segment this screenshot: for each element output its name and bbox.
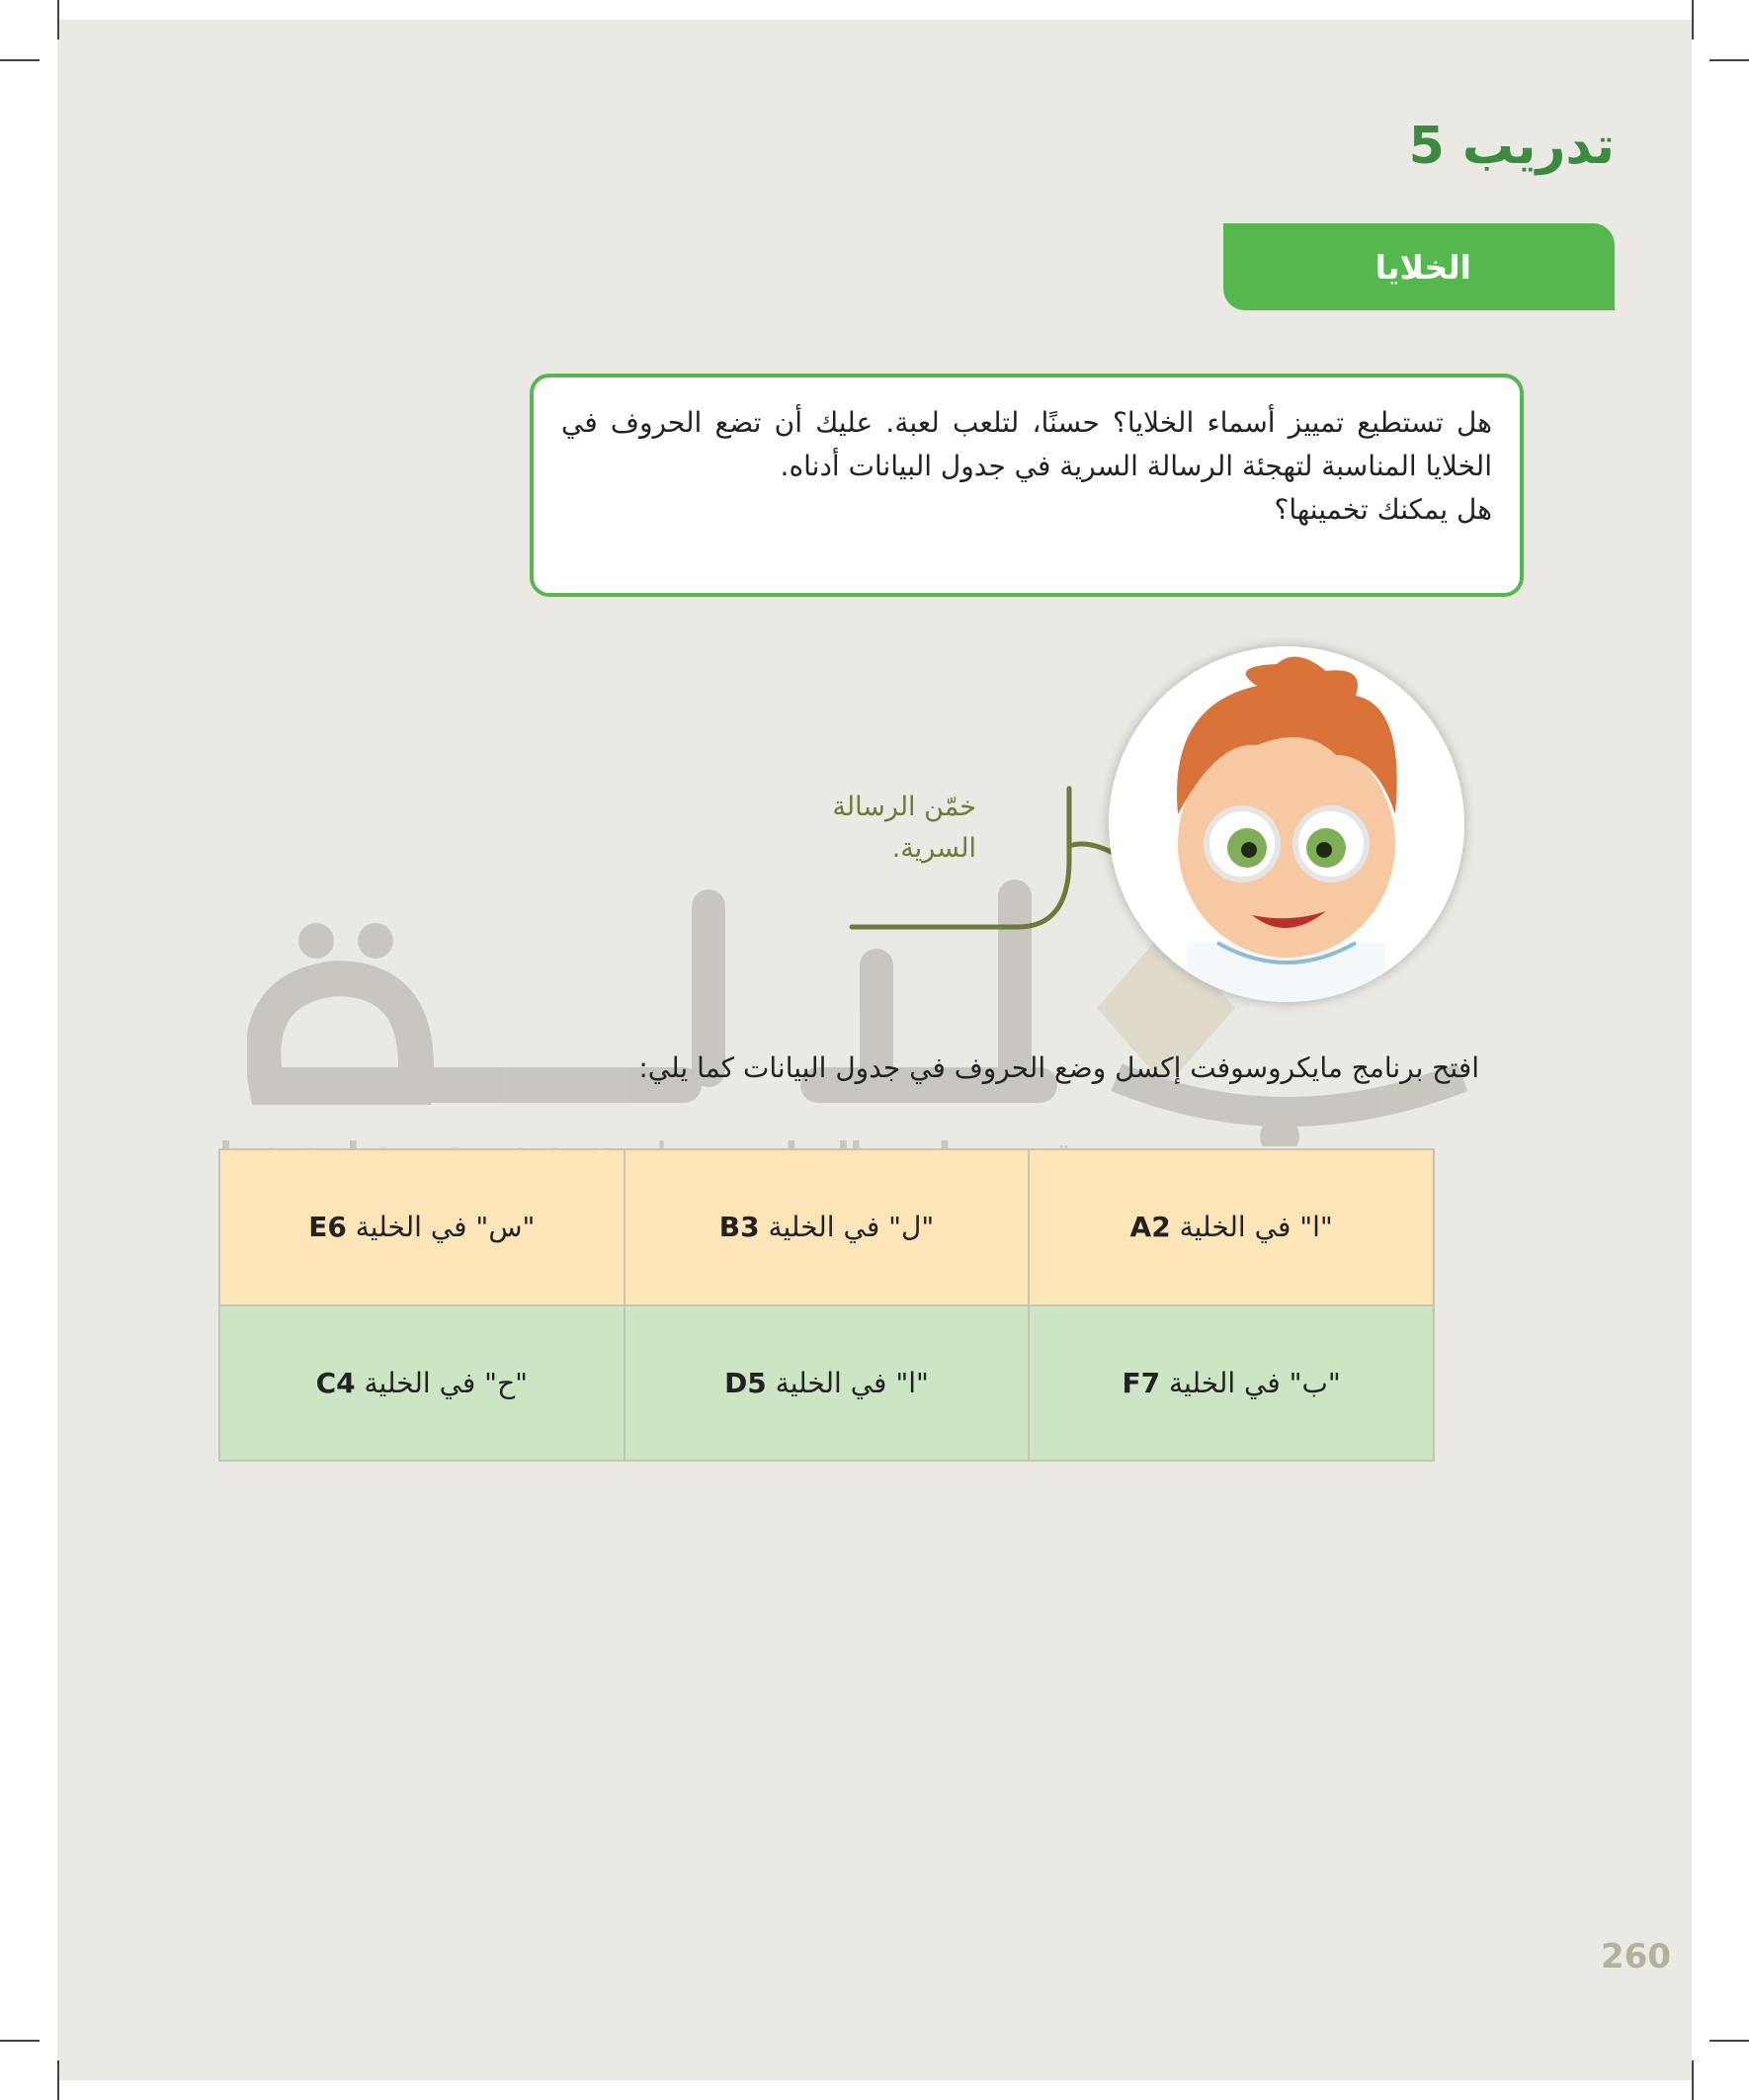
crop-mark xyxy=(1709,2040,1749,2042)
cell-letter: "س" في الخلية xyxy=(355,1211,536,1244)
crop-mark xyxy=(1709,59,1749,61)
table-cell xyxy=(1029,1305,1434,1462)
intro-box xyxy=(530,374,1524,597)
crop-mark xyxy=(1692,2060,1694,2100)
cell-letter: "ح" في الخلية xyxy=(364,1366,529,1399)
page-number: 260 xyxy=(1601,1937,1671,1976)
cell-letter: "ا" في الخلية xyxy=(1179,1211,1333,1244)
intro-paragraph: هل تستطيع تمييز أسماء الخلايا؟ حسنًا، لتلعب لعبة. عليك أن تضع الحروف في الخلايا المناسبة لتهجئة الرسالة السرية في جدول البيانات أدناه. xyxy=(561,406,1492,482)
boy-illustration xyxy=(1109,646,1464,1002)
crop-mark xyxy=(1692,0,1694,40)
table-row xyxy=(219,1305,1434,1462)
exercise-title: تدريب 5 xyxy=(1408,117,1615,176)
section-tab xyxy=(1223,223,1615,310)
speech-line: خمّن الرسالة xyxy=(832,792,976,822)
table-cell xyxy=(1029,1149,1434,1305)
cell-letter: "ا" في الخلية xyxy=(775,1366,929,1399)
crop-mark xyxy=(57,2060,59,2100)
cell-ref: E6 xyxy=(308,1211,347,1244)
cell-instructions-table xyxy=(218,1148,1435,1462)
table-cell xyxy=(219,1149,625,1305)
table-cell xyxy=(219,1305,625,1462)
section-label: الخلايا xyxy=(1374,247,1471,287)
crop-mark xyxy=(0,59,40,61)
character-avatar xyxy=(1109,646,1464,1002)
cell-ref: C4 xyxy=(315,1366,356,1399)
intro-question: هل يمكنك تخمينها؟ xyxy=(1274,493,1492,526)
cell-ref: D5 xyxy=(724,1366,767,1399)
crop-mark xyxy=(57,0,59,40)
cell-ref: A2 xyxy=(1129,1211,1171,1244)
table-cell xyxy=(625,1305,1030,1462)
table-cell xyxy=(625,1149,1030,1305)
table-row xyxy=(219,1149,1434,1305)
speech-text xyxy=(810,787,976,870)
cell-ref: F7 xyxy=(1122,1366,1161,1399)
instruction-text: افتح برنامج مايكروسوفت إكسل وضع الحروف في جدول البيانات كما يلي: xyxy=(638,1051,1479,1084)
speech-line: السرية. xyxy=(891,833,976,864)
cell-ref: B3 xyxy=(718,1211,760,1244)
cell-letter: "ل" في الخلية xyxy=(768,1211,935,1244)
crop-mark xyxy=(0,2040,40,2042)
cell-letter: "ب" في الخلية xyxy=(1169,1366,1341,1399)
